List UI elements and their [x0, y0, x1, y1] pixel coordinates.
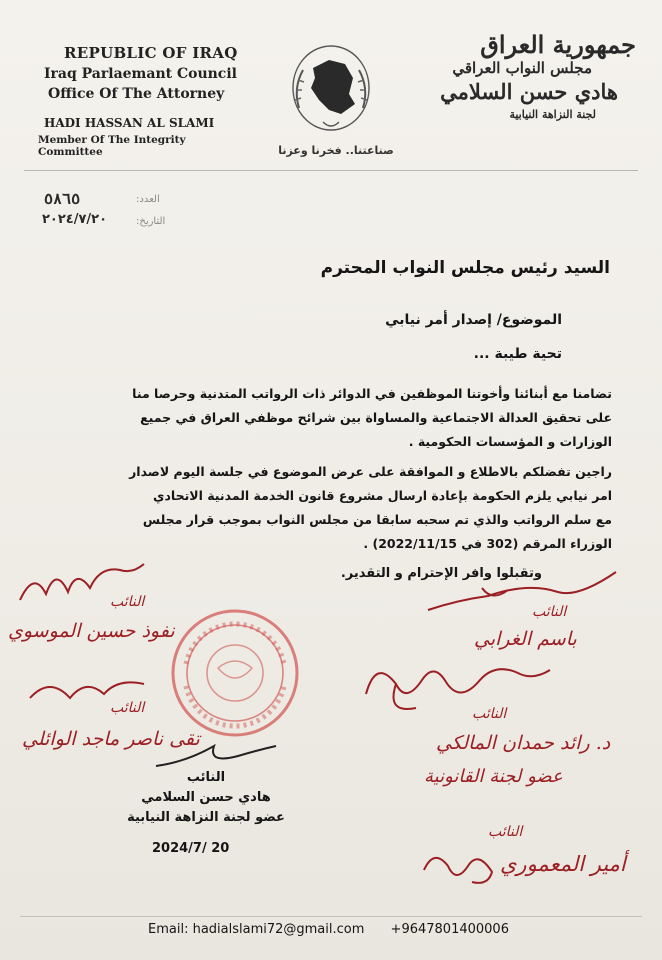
author-title: النائب: [186, 770, 226, 785]
signatory-right-3-title: النائب: [488, 824, 523, 840]
letter-addressee: السيد رئيس مجلس النواب المحترم: [320, 258, 610, 278]
author-name: هادي حسن السلامي: [141, 790, 271, 805]
paragraph-line: راجين تفضلكم بالاطلاع و الموافقة على عرض الموضوع في جلسة اليوم لاصدار: [129, 464, 612, 479]
author-date: 2024/7/ 20: [152, 841, 230, 856]
reference-date-label: التاريخ:: [136, 216, 166, 227]
signatory-left-1-name: نفوذ حسين الموسوي: [8, 620, 175, 642]
header-divider: [24, 170, 638, 171]
signatory-left-2-name: تقى ناصر ماجد الوائلي: [22, 728, 200, 750]
signatory-right-2-title: النائب: [472, 706, 507, 722]
signatory-left-1-title: النائب: [110, 594, 145, 610]
author-block: [126, 768, 286, 828]
header-ar-committee: لجنة النزاهة النيابية: [509, 108, 596, 121]
iraq-map-emblem-icon: [285, 38, 377, 148]
header-ar-council: مجلس النواب العراقي: [452, 59, 592, 77]
paragraph-line: على تحقيق العدالة الاجتماعية والمساواة بين شرائح موظفي العراق في جميع: [140, 410, 612, 425]
header-en-council: Iraq Parlaemant Council: [44, 66, 237, 82]
official-seal-stamp-icon: [168, 606, 302, 740]
reference-number-label: العدد:: [136, 194, 160, 205]
signatory-right-3-name: أمير المعموري: [500, 852, 626, 876]
letter-greeting: تحية طيبة ...: [473, 346, 562, 362]
footer-phone: +9647801400006: [390, 922, 509, 937]
motto: صناعتنا.. فخرنا وعزنا: [278, 144, 394, 157]
header-arabic: [418, 30, 636, 121]
paragraph-line: تضامنا مع أبنائنا وأخوتنا الموظفين في الدوائر ذات الرواتب المتدنية وحرصا منا: [132, 386, 612, 401]
letter-subject: الموضوع/ إصدار أمر نيابي: [385, 312, 562, 328]
footer-email: Email: hadialslami72@gmail.com: [148, 922, 365, 937]
header-english: [38, 44, 238, 158]
paragraph-line: الوزراء المرقم (302 في 2022/11/15) .: [363, 536, 612, 551]
paragraph-line: الوزارات و المؤسسات الحكومية .: [408, 434, 612, 449]
letter-paragraph-1: [52, 382, 612, 454]
signatory-right-1-name: باسم الغرابي: [474, 628, 577, 650]
signature-scribble-icon: [356, 654, 556, 724]
header-en-role: Member Of The Integrity Committee: [38, 134, 186, 158]
footer-contact: [148, 922, 531, 937]
reference-date: ٢٠٢٤/٧/٢٠: [42, 212, 108, 227]
header-en-name: HADI HASSAN AL SLAMI: [44, 116, 215, 130]
signatory-right-2-name: د. رائد حمدان المالكي: [436, 732, 611, 754]
footer-divider: [20, 916, 642, 917]
author-role: عضو لجنة النزاهة النيابية: [127, 810, 285, 825]
paragraph-line: مع سلم الرواتب والذي تم سحبه سابقا من مجلس النواب بموجب قرار مجلس: [142, 512, 612, 527]
reference-number: ٥٨٦٥: [44, 190, 81, 208]
header-ar-country: جمهورية العراق: [480, 30, 636, 59]
paragraph-line: امر نيابي يلزم الحكومة بإعادة ارسال مشروع قانون الخدمة المدنية الاتحادي: [153, 488, 612, 503]
header-en-country: REPUBLIC OF IRAQ: [64, 44, 238, 62]
signature-scribble-icon: [418, 840, 498, 890]
header-ar-name: هادي حسن السلامي: [440, 79, 618, 104]
header-en-office: Office Of The Attorney: [48, 86, 225, 102]
letter-paragraph-2: [52, 460, 612, 556]
signature-scribble-icon: [422, 570, 622, 618]
signatory-right-1-title: النائب: [532, 604, 567, 620]
signatory-right-2-role: عضو لجنة القانونية: [424, 766, 563, 787]
letter-closing: وتقبلوا وافر الإحترام و التقدير.: [340, 566, 542, 581]
signatory-left-2-title: النائب: [110, 700, 145, 716]
